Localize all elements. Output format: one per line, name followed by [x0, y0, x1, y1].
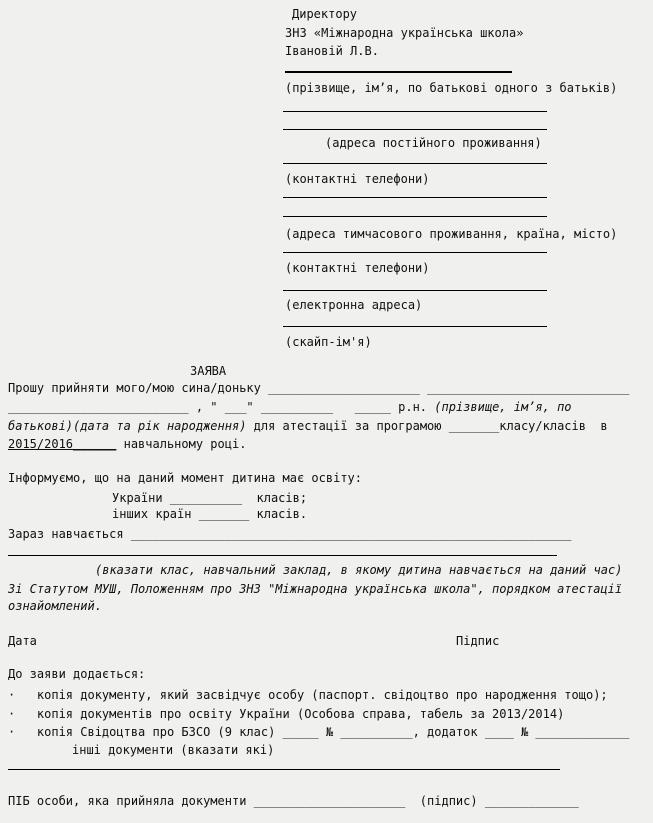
- statute-note-1: [8, 580, 622, 598]
- label-contact-phones-1: [285, 170, 430, 188]
- education-intro: [8, 469, 362, 487]
- attachment-identity-text: · копія документу, який засвідчує особу (паспорт. свідоцтво про народження тощо);: [8, 688, 608, 702]
- fill-line-other-docs: [8, 769, 560, 770]
- attachment-certificate: [8, 723, 629, 741]
- statute-note-2: [8, 597, 102, 615]
- note-class-institution: [95, 561, 622, 579]
- education-intro-text: Інформуємо, що на даний момент дитина має освіту:: [8, 471, 363, 485]
- label-contact-phones-2-text: (контактні телефони): [285, 261, 430, 275]
- signature-label: [456, 632, 499, 650]
- statute-note-2-text: ознайомлений.: [8, 599, 102, 613]
- label-skype-text: (скайп-ім'я): [285, 335, 372, 349]
- label-skype: [285, 333, 372, 351]
- receiver-line: [8, 792, 579, 810]
- signature-label-text: Підпис: [456, 634, 500, 648]
- addressee-role: [292, 5, 357, 23]
- receiver-line-text: ПІБ особи, яка прийняла документи _____________________ (підпис) _____________: [8, 794, 579, 808]
- attachment-other: [72, 741, 274, 759]
- addressee-name: [285, 42, 379, 60]
- label-parent-fullname: [285, 79, 617, 97]
- attachment-other-text: інші документи (вказати які): [72, 743, 275, 757]
- request-line-3-text: для атестації за програмою _______класу/класів в: [246, 419, 608, 433]
- date-label-text: Дата: [8, 634, 37, 648]
- date-label: [8, 632, 37, 650]
- fill-line-fullname-2: [283, 129, 547, 130]
- education-other-text: інших країн _______ класів.: [112, 507, 308, 521]
- fill-line-phones-2: [283, 290, 547, 291]
- fill-line-fullname-1: [283, 111, 547, 112]
- request-line-3-text: батькові)(дата та рік народження): [8, 419, 247, 433]
- label-temporary-address-text: (адреса тимчасового проживання, країна, місто): [285, 227, 618, 241]
- director-name-underline: [285, 71, 512, 73]
- fill-line-temp-address: [283, 252, 547, 253]
- attachments-title-text: До заяви додається:: [8, 667, 146, 681]
- label-permanent-address-text: (адреса постійного проживання): [325, 136, 542, 150]
- statute-note-1-text: Зі Статутом МУШ, Положенням про ЗНЗ "Міжнародна українська школа", порядком атестації: [8, 582, 623, 596]
- label-email: [285, 296, 422, 314]
- attachment-education-text: · копія документів про освіту України (Особова справа, табель за 2013/2014): [8, 707, 565, 721]
- addressee-school-text: ЗНЗ «Міжнародна українська школа»: [285, 26, 524, 40]
- request-line-3: [8, 417, 608, 435]
- label-temporary-address: [285, 225, 617, 243]
- fill-line-studying: [8, 555, 557, 556]
- fill-line-phones-1b: [283, 216, 547, 217]
- request-line-1: [8, 379, 629, 397]
- currently-studying: [8, 525, 572, 543]
- application-title: [190, 362, 226, 380]
- attachment-certificate-text: · копія Свідоцтва про БЗСО (9 клас) _____ № __________, додаток ____ № _____________: [8, 725, 630, 739]
- request-line-1-text: Прошу прийняти мого/мою сина/доньку _____________________ ____________________________: [8, 381, 630, 395]
- request-line-4-text: 2015/2016______: [8, 437, 117, 451]
- fill-line-phones-1a: [283, 197, 547, 198]
- note-class-institution-text: (вказати клас, навчальний заклад, в якому дитина навчається на даний час): [95, 563, 623, 577]
- request-line-2-text: (прізвище, ім’я, по: [434, 400, 572, 414]
- addressee-name-text: Івановій Л.В.: [285, 44, 379, 58]
- request-line-2: [8, 398, 572, 416]
- label-permanent-address: [325, 134, 542, 152]
- attachments-title: [8, 665, 145, 683]
- addressee-school: [285, 24, 523, 42]
- request-line-2-text: _________________________ , " ___" __________ _____ р.н.: [8, 400, 435, 414]
- label-contact-phones-1-text: (контактні телефони): [285, 172, 430, 186]
- application-title-text: ЗАЯВА: [190, 364, 227, 378]
- addressee-role-text: Директору: [292, 7, 358, 21]
- education-ukraine-text: України __________ класів;: [112, 491, 308, 505]
- label-email-text: (електронна адреса): [285, 298, 423, 312]
- request-line-4: [8, 435, 246, 453]
- fill-line-perm-address: [283, 163, 547, 164]
- label-contact-phones-2: [285, 259, 430, 277]
- education-other: [112, 505, 307, 523]
- fill-line-email: [283, 326, 547, 327]
- attachment-identity: [8, 686, 608, 704]
- attachment-education: [8, 705, 564, 723]
- currently-studying-text: Зараз навчається _____________________________________________________________: [8, 527, 572, 541]
- request-line-4-text: навчальному році.: [116, 437, 247, 451]
- label-parent-fullname-text: (прізвище, ім’я, по батькові одного з батьків): [285, 81, 618, 95]
